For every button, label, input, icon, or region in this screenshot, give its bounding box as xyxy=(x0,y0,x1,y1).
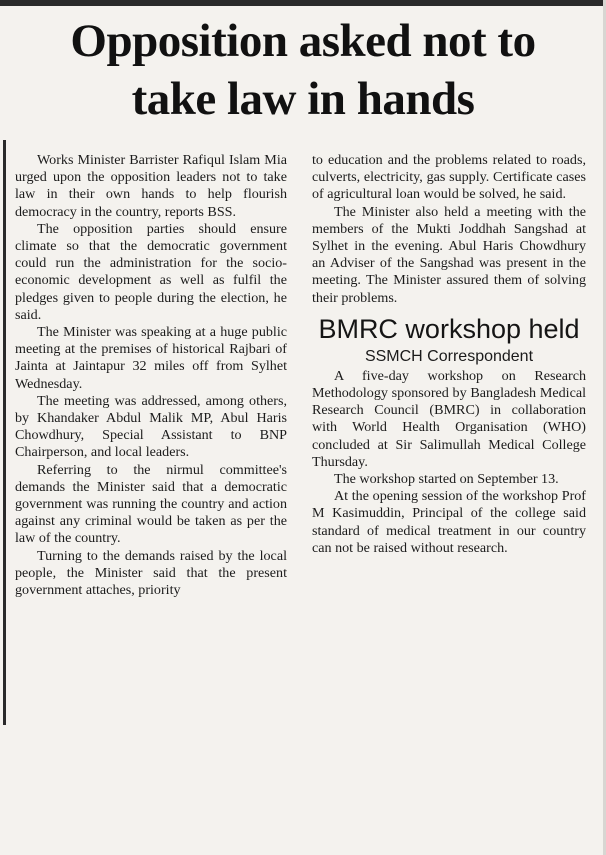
article-headline xyxy=(0,12,606,128)
article-paragraph: The opposition parties should ensure climate so that the democratic government could run the administration for the socio-economic development as well as fulfil the pledges given to people during the election, he said. xyxy=(15,220,287,323)
column-rule-left xyxy=(3,140,6,725)
article-paragraph: The meeting was addressed, among others, by Khandaker Abdul Malik MP, Abul Haris Chowdhury, Special Assistant to BNP Chairperson, and local leaders. xyxy=(15,392,287,461)
article-paragraph: Works Minister Barrister Rafiqul Islam Mia urged upon the opposition leaders not to take law in their own hands to help flourish democracy in the country, reports BSS. xyxy=(15,152,287,220)
second-article-paragraph: A five-day workshop on Research Methodology sponsored by Bangladesh Medical Research Council (BMRC) in collaboration with World Health Organisation (WHO) concluded at Sir Salimullah Medical College Thursday. xyxy=(312,367,586,470)
second-article-paragraph: At the opening session of the workshop Prof M Kasimuddin, Principal of the college said standard of medical treatment in our country can not be raised without research. xyxy=(312,488,586,556)
headline-line-2: take law in hands xyxy=(131,73,475,125)
article-column-right xyxy=(312,152,586,557)
headline-line-1: Opposition asked not to xyxy=(70,15,536,67)
article-paragraph: to education and the problems related to roads, culverts, electricity, gas supply. Certificate cases of agricultural loan would be solved, he said. xyxy=(312,152,586,203)
second-article-headline: BMRC workshop held xyxy=(318,313,580,344)
article-paragraph: The Minister was speaking at a huge public meeting at the premises of historical Rajbari of Jainta at Jaintapur 32 miles off from Sylhet Wednesday. xyxy=(15,324,287,392)
page-top-border xyxy=(0,0,606,6)
second-article-byline: SSMCH Correspondent xyxy=(364,347,534,365)
article-paragraph: Turning to the demands raised by the local people, the Minister said that the present government attaches, priority xyxy=(15,547,287,599)
article-column-left xyxy=(15,152,287,599)
article-paragraph: The Minister also held a meeting with the members of the Mukti Joddhah Sangshad at Sylhet in the evening. Abul Haris Chowdhury an Adviser of the Sangshad was present in the meeting. The Minister assured them of solving their problems. xyxy=(312,203,586,306)
second-article-paragraph: The workshop started on September 13. xyxy=(334,471,559,488)
article-paragraph: Referring to the nirmul committee's demands the Minister said that a democratic government was running the country and action against any criminal would be taken as per the law of the country. xyxy=(15,461,287,547)
